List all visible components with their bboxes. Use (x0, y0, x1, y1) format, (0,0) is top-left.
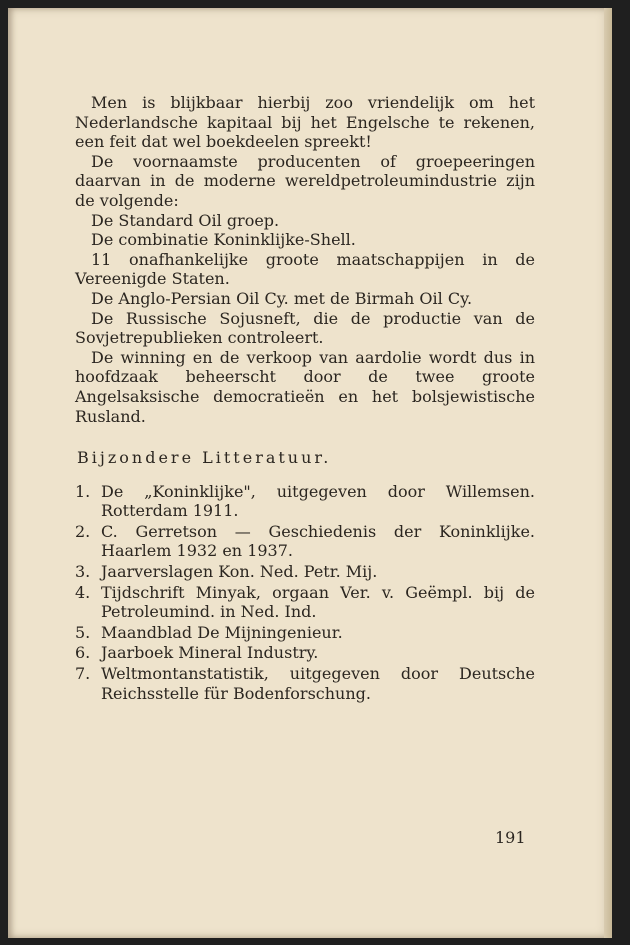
paragraph-conclusion: De winning en de verkoop van aardolie wordt dus in hoofdzaak beheerscht door de twee groote Angelsaksische democratieën en het bolsjewistische Rusland. (75, 347, 535, 426)
producer-koninklijke-shell: De combinatie Koninklijke-Shell. (91, 230, 356, 250)
producer-independent-companies: 11 onafhankelijke groote maatschappijen in de Vereenigde Staten. (75, 249, 535, 289)
literature-item-number: 1. (75, 481, 91, 501)
literature-item-text: Weltmontanstatistik, uitgegeven door Deutsche Reichsstelle für Bodenforschung. (101, 664, 535, 703)
literature-list (75, 482, 535, 704)
literature-heading: Bijzondere Litteratuur. (77, 448, 332, 468)
producer-sojusneft: De Russische Sojusneft, die de productie van de Sovjetrepublieken controleert. (75, 308, 535, 348)
literature-item (75, 482, 535, 521)
page-content (75, 93, 535, 704)
paragraph-intro: Men is blijkbaar hierbij zoo vriendelijk om het Nederlandsche kapitaal bij het Engelsche te rekenen, een feit dat wel boekdeelen spreekt! (75, 93, 535, 152)
literature-item (75, 562, 535, 582)
literature-item-number: 6. (75, 643, 91, 663)
page-number: 191 (495, 828, 526, 847)
literature-item-text: C. Gerretson — Geschiedenis der Koninklijke. Haarlem 1932 en 1937. (101, 521, 535, 561)
literature-item (75, 643, 535, 663)
literature-item (75, 664, 535, 703)
producer-standard-oil: De Standard Oil groep. (91, 210, 280, 230)
literature-item-number: 3. (75, 562, 91, 582)
paragraph-producers-intro: De voornaamste producenten of groepeeringen daarvan in de moderne wereldpetroleumindustrie zijn de volgende: (75, 151, 535, 210)
literature-item-text: Jaarverslagen Kon. Ned. Petr. Mij. (101, 562, 378, 582)
literature-item (75, 583, 535, 622)
producer-anglo-persian: De Anglo-Persian Oil Cy. met de Birmah Oil Cy. (91, 288, 473, 308)
literature-item-number: 5. (75, 622, 91, 642)
literature-item-number: 2. (75, 521, 91, 541)
literature-item (75, 623, 535, 643)
literature-item-text: Jaarboek Mineral Industry. (101, 643, 319, 663)
literature-item-text: De „Koninklijke", uitgegeven door Willemsen. Rotterdam 1911. (101, 481, 535, 521)
literature-item-text: Tijdschrift Minyak, orgaan Ver. v. Geëmpl. bij de Petroleumind. in Ned. Ind. (101, 582, 535, 622)
literature-item-number: 4. (75, 582, 91, 602)
literature-item-text: Maandblad De Mijningenieur. (101, 622, 343, 642)
book-page (8, 8, 612, 938)
page-edge (604, 8, 612, 938)
literature-item-number: 7. (75, 664, 91, 684)
literature-item (75, 522, 535, 561)
